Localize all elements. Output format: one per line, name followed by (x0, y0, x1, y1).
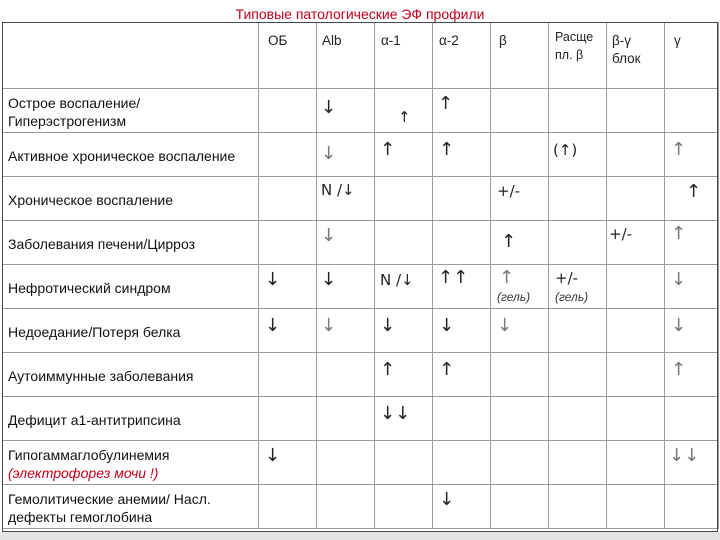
marker-plus-minus: +/- (609, 225, 633, 243)
row-label-text: Гипогаммаглобулинемия (8, 447, 170, 463)
marker-normal-or-down: N /↓ (380, 271, 414, 289)
marker-down: ↓ (671, 315, 687, 336)
slide-bottom-strip (0, 532, 720, 540)
marker-up: ↑ (380, 359, 396, 380)
marker-down: ↓ (321, 269, 337, 290)
marker-up: ↑ (501, 231, 517, 252)
marker-up: ↑ (438, 93, 454, 114)
header-split-beta-line2: пл. β (555, 48, 584, 62)
marker-plus-minus: +/- (555, 269, 579, 287)
header-ob: ОБ (268, 33, 288, 48)
marker-double-down: ↓↓ (669, 445, 700, 466)
row-label: Активное хроническое воспаление (3, 133, 259, 177)
header-beta: β (499, 33, 507, 48)
marker-down: ↓ (321, 225, 337, 246)
gel-note: (гель) (555, 290, 589, 304)
marker-up: ↑ (499, 267, 515, 288)
header-alb: Alb (322, 33, 342, 48)
marker-down: ↓ (265, 445, 281, 466)
marker-down: ↓ (321, 97, 337, 118)
marker-up: ↑ (686, 181, 702, 202)
marker-down: ↓ (497, 315, 513, 336)
marker-down: ↓ (321, 143, 337, 164)
marker-down: ↓ (439, 489, 455, 510)
row-label: Аутоиммунные заболевания (3, 353, 259, 397)
marker-up: ↑ (671, 223, 687, 244)
row-label-note: (электрофорез мочи !) (8, 465, 159, 481)
marker-down: ↓ (439, 315, 455, 336)
row-label: Гемолитические анемии/ Насл. дефекты гемоглобина (3, 485, 259, 529)
header-split-beta-line1: Расще (555, 30, 594, 44)
header-gamma: γ (674, 33, 681, 48)
marker-plus-minus: +/- (497, 182, 521, 200)
marker-double-down: ↓↓ (380, 403, 411, 424)
row-label: Заболевания печени/Цирроз (3, 221, 259, 265)
marker-up: ↑ (671, 139, 687, 160)
marker-down: ↓ (380, 315, 396, 336)
header-bg-block-line2: блок (612, 51, 641, 66)
row-label: Хроническое воспаление (3, 177, 259, 221)
slide-title: Типовые патологические ЭФ профили (235, 6, 485, 22)
marker-up: ↑ (380, 139, 396, 160)
marker-up: ↑ (439, 359, 455, 380)
marker-up-parenthesized: (↑) (553, 141, 578, 159)
marker-double-up: ↑↑ (438, 267, 469, 288)
marker-down: ↓ (671, 269, 687, 290)
marker-down: ↓ (321, 315, 337, 336)
marker-down: ↓ (265, 269, 281, 290)
header-alpha1: α-1 (381, 33, 401, 48)
header-alpha2: α-2 (439, 33, 459, 48)
row-label: Недоедание/Потеря белка (3, 309, 259, 353)
gel-note: (гель) (497, 290, 531, 304)
marker-up: ↑ (671, 359, 687, 380)
row-label: Острое воспаление/ Гиперэстрогенизм (3, 89, 259, 133)
header-bg-block-line1: β-γ (612, 33, 632, 48)
table-outer-border (2, 22, 718, 532)
marker-down: ↓ (265, 315, 281, 336)
row-label: Дефицит а1-антитрипсина (3, 397, 259, 441)
marker-normal-or-down: N /↓ (321, 181, 355, 199)
marker-up: ↑ (439, 139, 455, 160)
row-label: Нефротический синдром (3, 265, 259, 309)
marker-up: ↑ (398, 108, 411, 126)
